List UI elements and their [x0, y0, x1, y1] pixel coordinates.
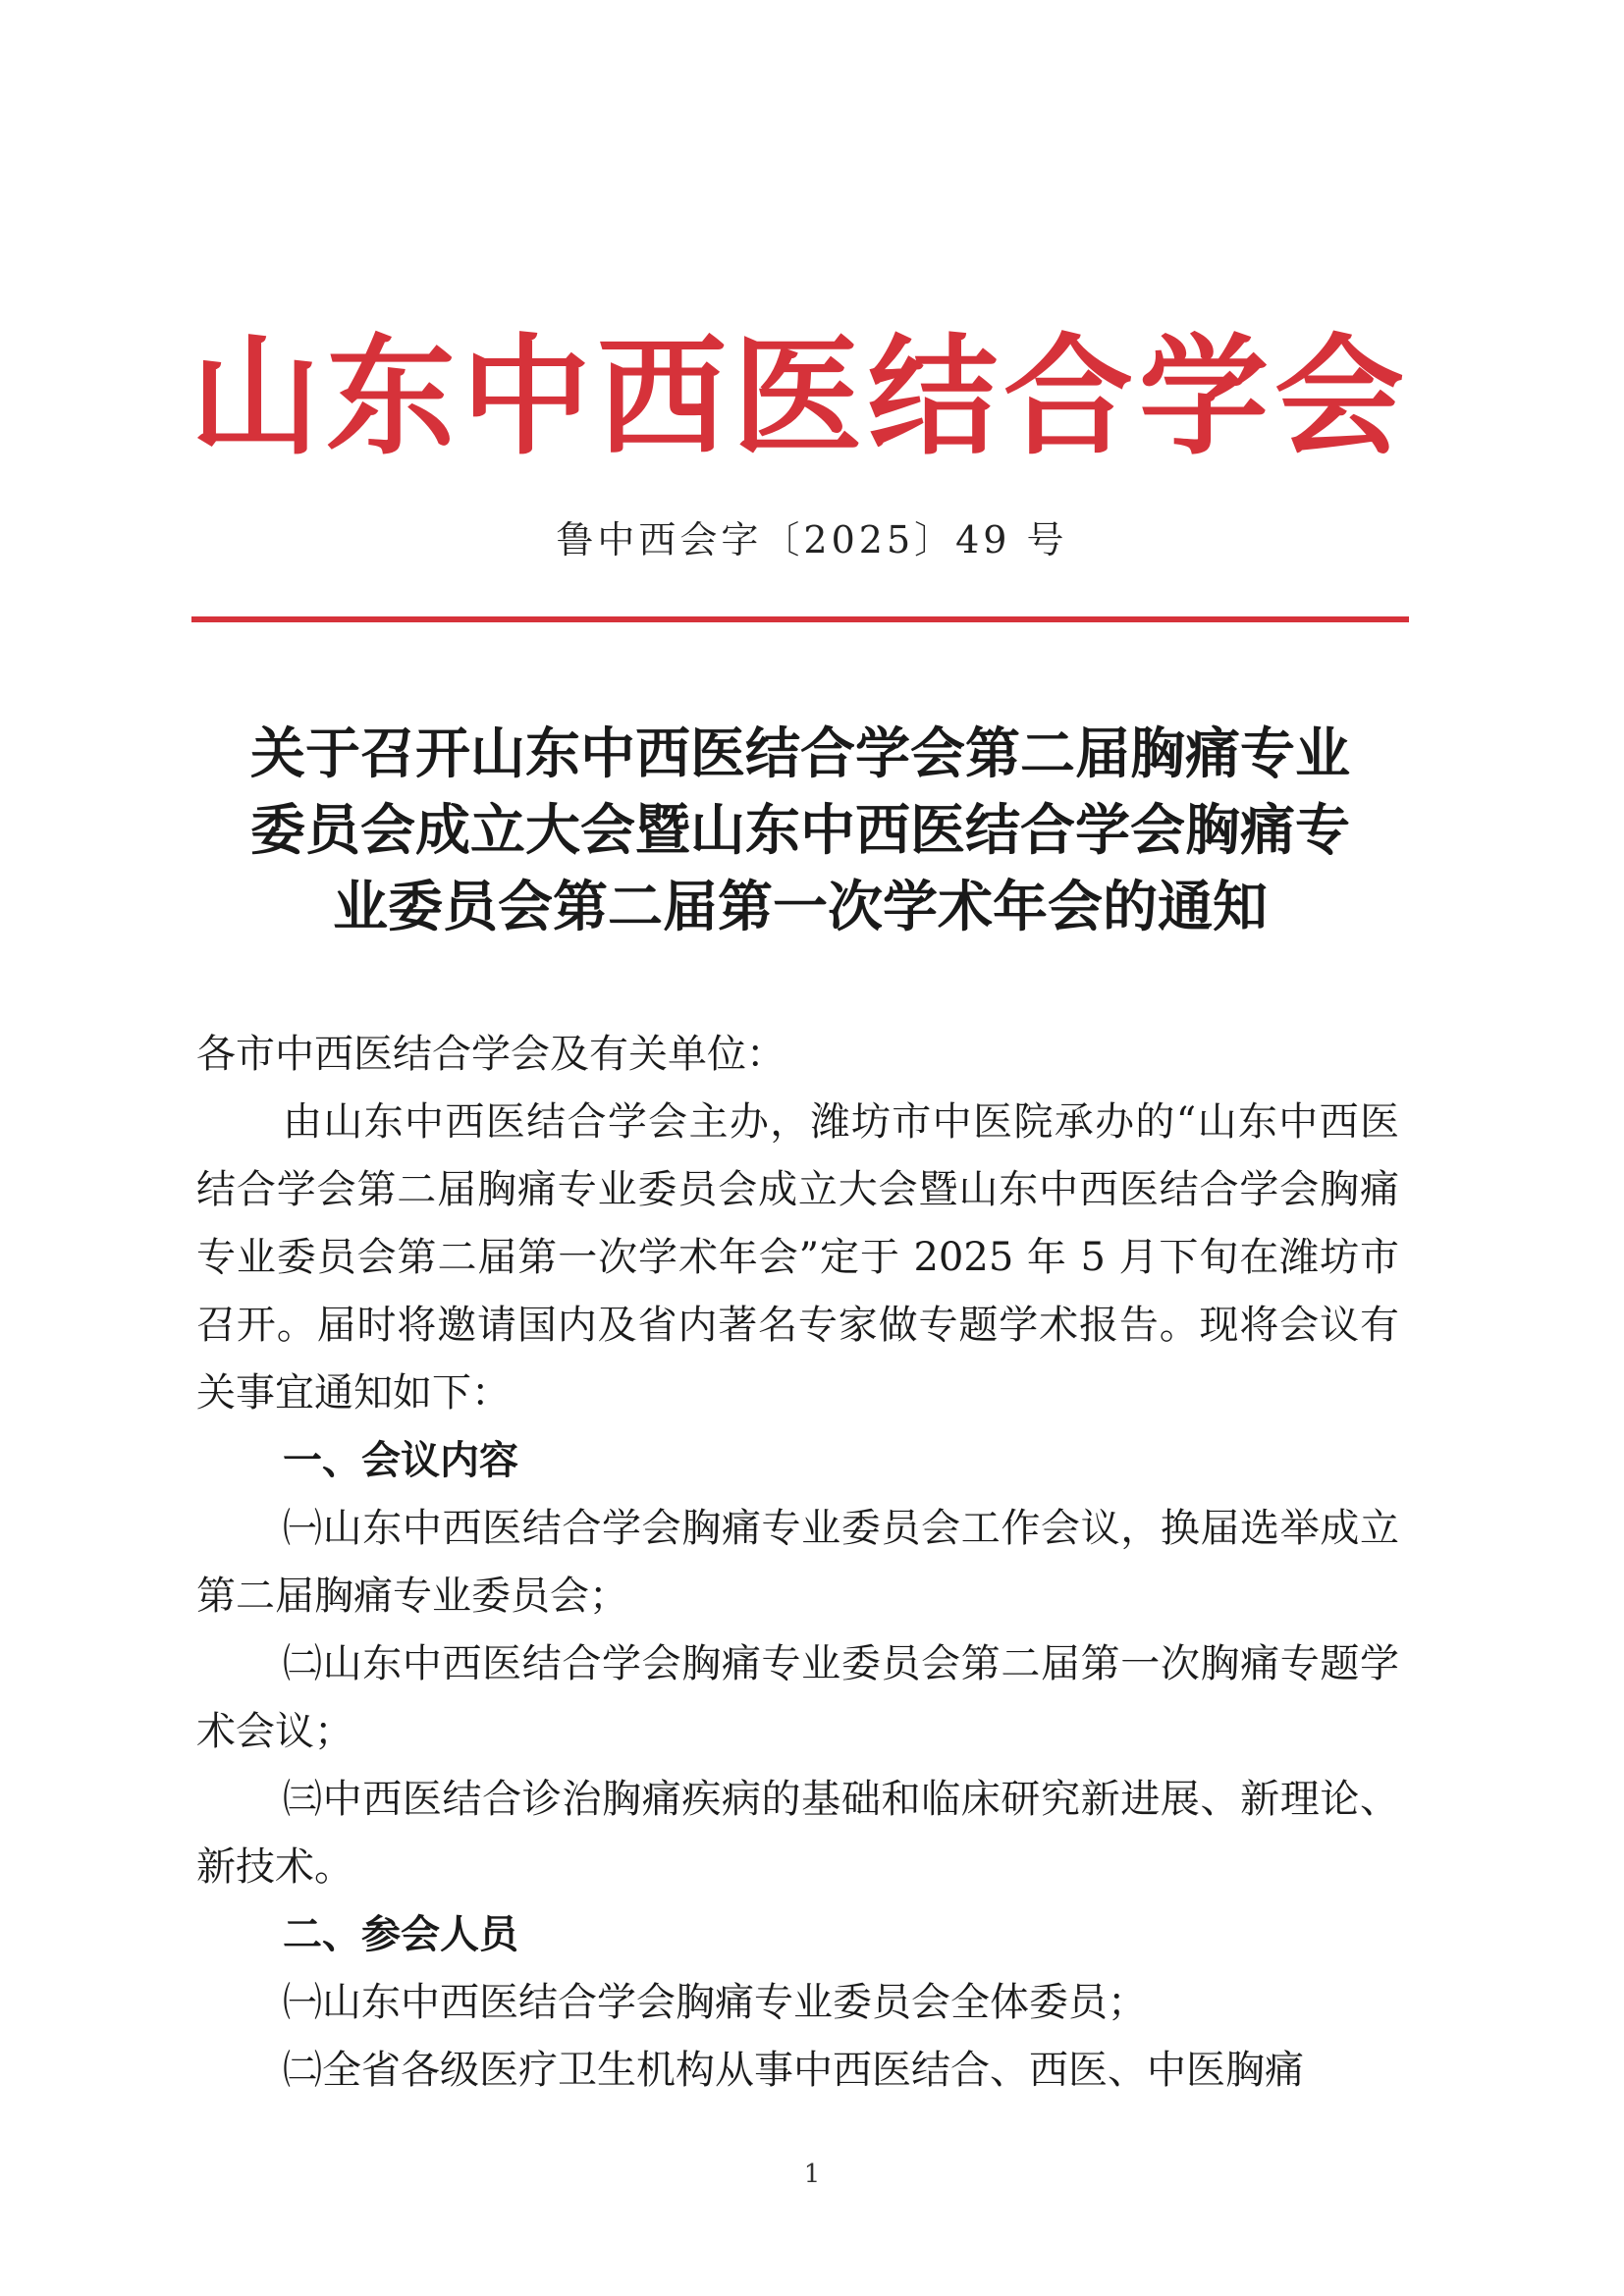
- notice-body: [196, 1021, 1399, 2105]
- section-heading-meeting-content: 一、会议内容: [283, 1438, 518, 1483]
- letterhead-org-name: 山东中西医结合学会: [190, 322, 1410, 473]
- notice-title-line: 关于召开山东中西医结合学会第二届胸痛专业: [250, 722, 1350, 786]
- list-item: ㈠山东中西医结合学会胸痛专业委员会全体委员；: [283, 1980, 1147, 2025]
- intro-paragraph: 由山东中西医结合学会主办，潍坊市中医院承办的“山东中西医结合学会第二届胸痛专业委员会成立大会暨山东中西医结合学会胸痛专业委员会第二届第一次学术年会”定于 2025 年 5 月下旬在潍坊市召开。届时将邀请国内及省内著名专家做专题学术报告。现将会议有关事宜通知如下：: [196, 1099, 1399, 1415]
- list-item: ㈠山东中西医结合学会胸痛专业委员会工作会议，换届选举成立第二届胸痛专业委员会；: [196, 1506, 1399, 1619]
- salutation: 各市中西医结合学会及有关单位：: [196, 1032, 785, 1077]
- list-item: ㈢中西医结合诊治胸痛疾病的基础和临床研究新进展、新理论、新技术。: [196, 1777, 1399, 1890]
- notice-title-line: 委员会成立大会暨山东中西医结合学会胸痛专: [250, 799, 1350, 863]
- letterhead-red-rule: [191, 616, 1409, 622]
- list-item: ㈡山东中西医结合学会胸痛专业委员会第二届第一次胸痛专题学术会议；: [196, 1641, 1399, 1754]
- page-number: 1: [803, 2160, 821, 2189]
- notice-title: [187, 717, 1414, 946]
- document-number: 鲁中西会字〔2025〕49 号: [556, 518, 1068, 561]
- section-heading-attendees: 二、参会人员: [283, 1912, 518, 1957]
- notice-title-line: 业委员会第二届第一次学术年会的通知: [333, 876, 1268, 939]
- list-item: ㈡全省各级医疗卫生机构从事中西医结合、西医、中医胸痛: [283, 2048, 1304, 2093]
